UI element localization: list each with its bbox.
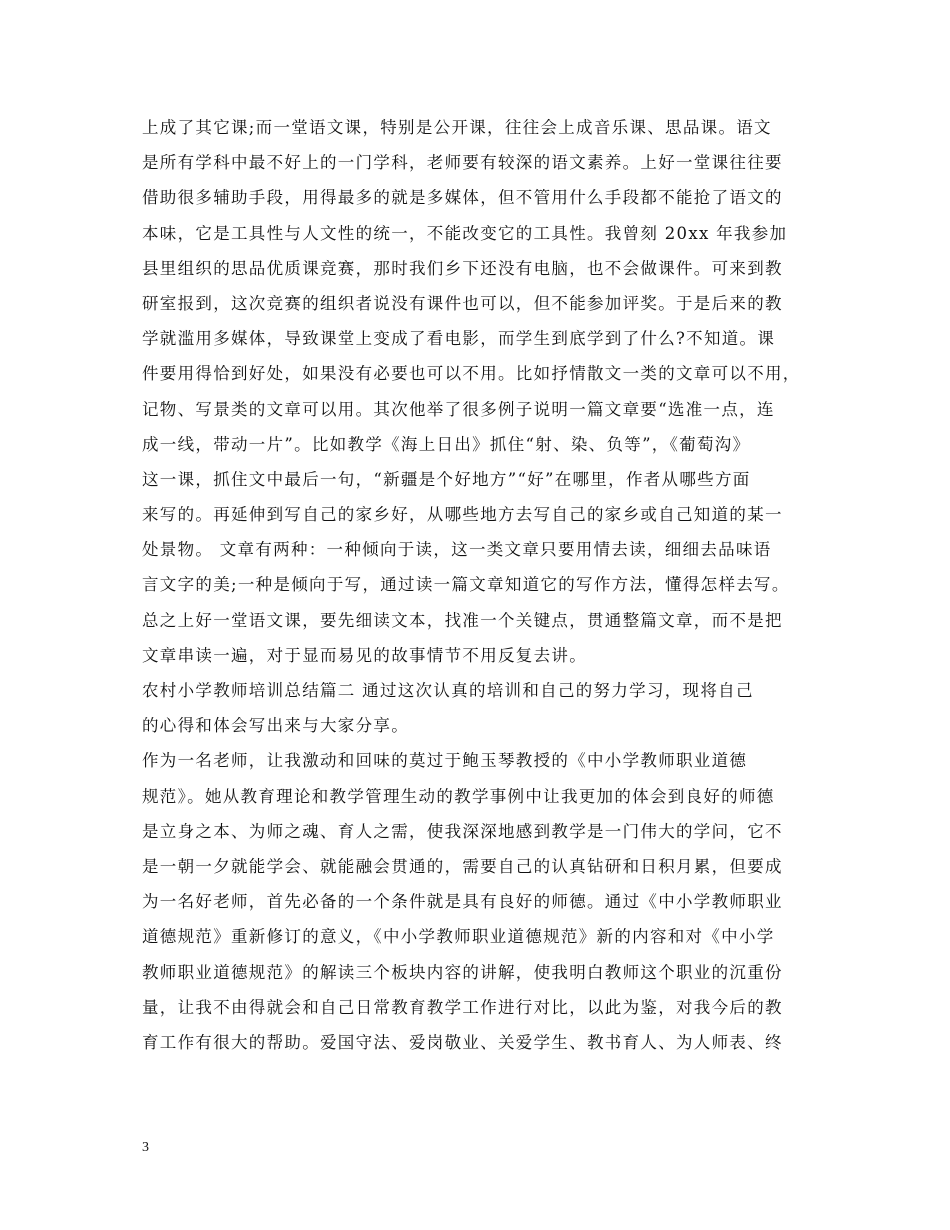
text-line: 处景物。 文章有两种：一种倾向于读，这一类文章只要用情去读，细细去品味语 (142, 540, 772, 560)
text-line: 言文字的美;一种是倾向于写，通过读一篇文章知道它的写作方法，懂得怎样去写。 (142, 575, 790, 595)
text-line: 成一线，带动一片”。比如教学《海上日出》抓住“射、染、负等”，《葡萄沟》 (142, 434, 751, 454)
text-line: 记物、写景类的文章可以用。其次他举了很多例子说明一篇文章要“选准一点，连 (142, 399, 775, 419)
text-line: 总之上好一堂语文课，要先细读文本，找准一个关键点，贯通整篇文章，而不是把 (142, 610, 783, 630)
text-line: 件要用得恰到好处，如果没有必要也可以不用。比如抒情散文一类的文章可以不用， (142, 364, 801, 384)
text-line: 育工作有很大的帮助。爱国守法、爱岗敬业、关爱学生、教书育人、为人师表、终 (142, 1032, 783, 1052)
text-line: 这一课，抓住文中最后一句，“新疆是个好地方”“好”在哪里，作者从哪些方面 (142, 469, 751, 489)
text-line: 为一名好老师，首先必备的一个条件就是具有良好的师德。通过《中小学教师职业 (142, 892, 783, 912)
text-line: 农村小学教师培训总结篇二 通过这次认真的培训和自己的努力学习，现将自己 (142, 681, 754, 700)
text-line: 规范》。她从教育理论和教学管理生动的教学事例中让我更加的体会到良好的师德 (142, 786, 775, 806)
text-line: 研室报到，这次竞赛的组织者说没有课件也可以，但不能参加评奖。于是后来的教 (142, 293, 783, 313)
text-line: 是所有学科中最不好上的一门学科，老师要有较深的语文素养。上好一堂课往往要 (142, 153, 783, 173)
text-line: 本味，它是工具性与人文性的统一，不能改变它的工具性。我曾刻 20xx 年我参加 (142, 223, 788, 243)
text-line: 是一朝一夕就能学会、就能融会贯通的，需要自己的认真钻研和日积月累，但要成 (142, 856, 783, 876)
text-line: 量，让我不由得就会和自己日常教育教学工作进行对比，以此为鉴，对我今后的教 (142, 997, 783, 1017)
text-line: 来写的。再延伸到写自己的家乡好，从哪些地方去写自己的家乡或自己知道的某一 (142, 505, 783, 525)
text-line: 的心得和体会写出来与大家分享。 (142, 716, 409, 736)
text-line: 县里组织的思品优质课竞赛，那时我们乡下还没有电脑，也不会做课件。可来到教 (142, 258, 783, 278)
page-number: 3 (142, 1140, 149, 1155)
text-line: 学就滥用多媒体，导致课堂上变成了看电影，而学生到底学到了什么?不知道。课 (142, 329, 776, 349)
document-body (142, 110, 814, 1060)
text-line: 教师职业道德规范》的解读三个板块内容的讲解，使我明白教师这个职业的沉重份 (142, 962, 783, 982)
text-line: 作为一名老师，让我激动和回味的莫过于鲍玉琴教授的《中小学教师职业道德 (142, 751, 748, 771)
text-line: 是立身之本、为师之魂、育人之需，使我深深地感到教学是一门伟大的学问，它不 (142, 821, 783, 841)
text-line: 借助很多辅助手段，用得最多的就是多媒体，但不管用什么手段都不能抢了语文的 (142, 188, 783, 208)
text-line: 文章串读一遍，对于显而易见的故事情节不用反复去讲。 (142, 645, 587, 665)
text-line: 上成了其它课;而一堂语文课，特别是公开课，往往会上成音乐课、思品课。语文 (142, 118, 772, 137)
text-line: 道德规范》重新修订的意义，《中小学教师职业道德规范》新的内容和对《中小学 (142, 927, 775, 947)
